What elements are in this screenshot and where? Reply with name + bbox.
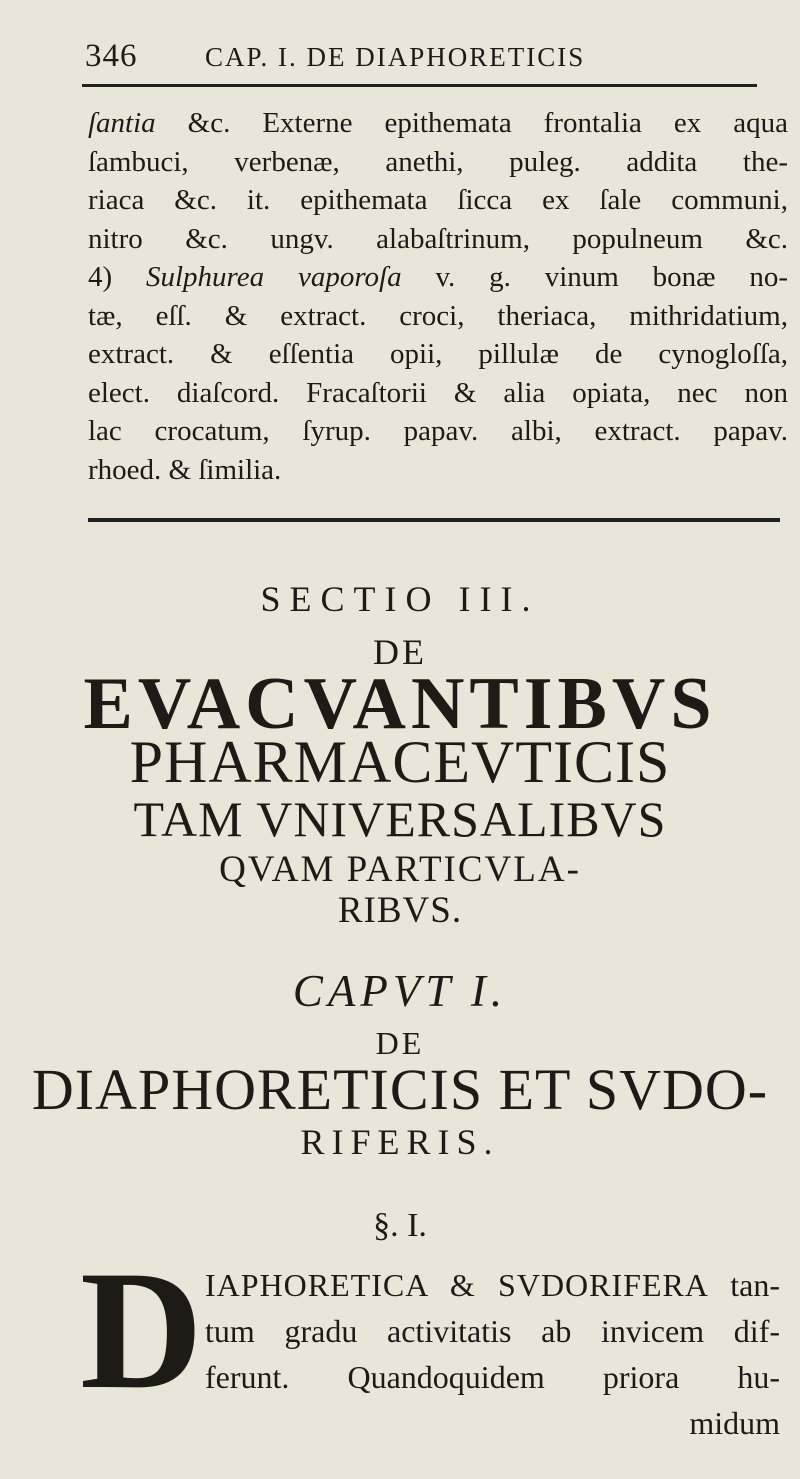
drop-cap: D [80, 1236, 203, 1424]
text-line: rhoed. & ſimilia. [88, 453, 282, 486]
text-line: lac crocatum, ſyrup. papav. albi, extract. papav. [88, 415, 788, 447]
text-line [88, 258, 788, 297]
text-line: ferunt. Quandoquidem priora hu- [205, 1359, 780, 1395]
small-caps-phrase: IAPHORETICA & SVDORIFERA [205, 1267, 709, 1303]
line-text: v. g. vinum bonæ no- [401, 261, 788, 293]
text-line: nitro &c. ungv. alabaſtrinum, populneum &c. [88, 222, 788, 255]
catchword: midum [689, 1405, 780, 1441]
subsection-mark: §. I. [373, 1207, 427, 1244]
section-rule [88, 518, 780, 522]
chapter-number: CAPVT I. [292, 966, 508, 1016]
line-text: &c. Externe epithemata frontalia ex aqua [155, 107, 788, 139]
section-title-ribus: RIBVS. [337, 890, 463, 931]
text-line: ſambuci, verbenæ, anethi, puleg. addita the- [88, 145, 788, 178]
section-title-quam: QVAM PARTICVLA- [219, 849, 581, 890]
section-de: DE [373, 632, 427, 672]
text-line [88, 104, 788, 143]
text-line: tæ, eſſ. & extract. croci, theriaca, mithridatium, [88, 299, 788, 332]
text-line: riaca &c. it. epithemata ſicca ex ſale communi, [88, 184, 788, 216]
section-title-tam: TAM VNIVERSALIBVS [133, 791, 667, 847]
text-line [205, 1262, 780, 1308]
body-paragraph [205, 1262, 780, 1446]
text-line: elect. diaſcord. Fracaſtorii & alia opiata, nec non [88, 376, 788, 409]
chapter-title-line2: RIFERIS. [300, 1122, 500, 1162]
italic-phrase: Sulphurea vaporoſa [146, 261, 402, 293]
running-header [85, 38, 755, 82]
page-number: 346 [85, 38, 138, 74]
chapter-de: DE [375, 1025, 425, 1061]
text-line: tum gradu activitatis ab invicem dif- [205, 1313, 780, 1349]
line-text: tan- [708, 1267, 781, 1303]
paragraph-continued [88, 104, 788, 489]
section-title-pharmaceuticis: PHARMACEVTICIS [129, 729, 671, 795]
running-title: CAP. I. DE DIAPHORETICIS [205, 42, 586, 72]
text-line: extract. & eſſentia opii, pillulæ de cynogloſſa, [88, 338, 788, 370]
list-number: 4) [88, 261, 146, 293]
section-title-evacuantibus: EVACVANTIBVS [83, 663, 717, 745]
header-rule [82, 84, 757, 87]
italic-word: ſantia [88, 107, 156, 139]
chapter-title-line1: DIAPHORETICIS ET SVDO- [31, 1057, 769, 1122]
section-number: SECTIO III. [260, 579, 540, 619]
